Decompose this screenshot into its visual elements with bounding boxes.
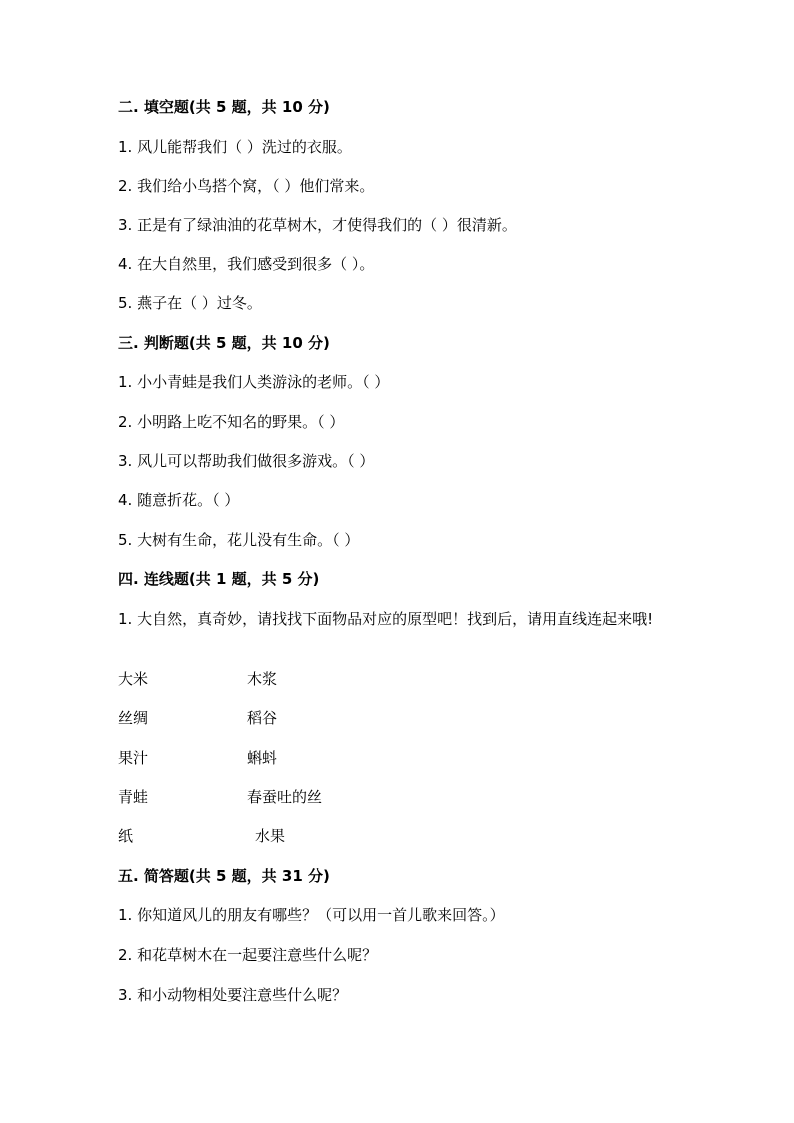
question-matching-1: 1. 大自然，真奇妙，请找找下面物品对应的原型吧！找到后，请用直线连起来哦!	[118, 610, 654, 628]
matching-right-item: 水果	[255, 827, 286, 845]
matching-left-item: 果汁	[118, 749, 149, 767]
matching-right-item: 木浆	[247, 670, 278, 688]
question-fill-blank-1: 1. 风儿能帮我们（ ）洗过的衣服。	[118, 138, 352, 156]
question-true-false-3: 3. 风儿可以帮助我们做很多游戏。（ ）	[118, 452, 375, 470]
section-heading-short-answer: 五. 简答题(共 5 题，共 31 分)	[118, 867, 330, 885]
question-fill-blank-4: 4. 在大自然里，我们感受到很多（ ）。	[118, 255, 375, 273]
question-short-answer-2: 2. 和花草树木在一起要注意些什么呢？	[118, 946, 378, 964]
question-true-false-4: 4. 随意折花。（ ）	[118, 491, 240, 509]
matching-right-item: 蝌蚪	[247, 749, 278, 767]
question-fill-blank-5: 5. 燕子在（ ）过冬。	[118, 294, 262, 312]
matching-left-item: 纸	[118, 827, 134, 845]
question-true-false-2: 2. 小明路上吃不知名的野果。（ ）	[118, 413, 345, 431]
section-heading-fill-blank: 二. 填空题(共 5 题，共 10 分)	[118, 98, 330, 116]
section-heading-true-false: 三. 判断题(共 5 题，共 10 分)	[118, 334, 330, 352]
question-short-answer-3: 3. 和小动物相处要注意些什么呢？	[118, 986, 348, 1004]
question-true-false-1: 1. 小小青蛙是我们人类游泳的老师。（ ）	[118, 373, 390, 391]
matching-right-item: 春蚕吐的丝	[247, 788, 323, 806]
question-true-false-5: 5. 大树有生命，花儿没有生命。（ ）	[118, 531, 360, 549]
matching-left-item: 丝绸	[118, 709, 149, 727]
section-heading-matching: 四. 连线题(共 1 题，共 5 分)	[118, 570, 320, 588]
question-fill-blank-3: 3. 正是有了绿油油的花草树木，才使得我们的（ ）很清新。	[118, 216, 517, 234]
question-short-answer-1: 1. 你知道风儿的朋友有哪些？（可以用一首儿歌来回答。）	[118, 906, 505, 924]
question-fill-blank-2: 2. 我们给小鸟搭个窝，（ ）他们常来。	[118, 177, 375, 195]
matching-left-item: 青蛙	[118, 788, 149, 806]
matching-left-item: 大米	[118, 670, 149, 688]
matching-right-item: 稻谷	[247, 709, 278, 727]
